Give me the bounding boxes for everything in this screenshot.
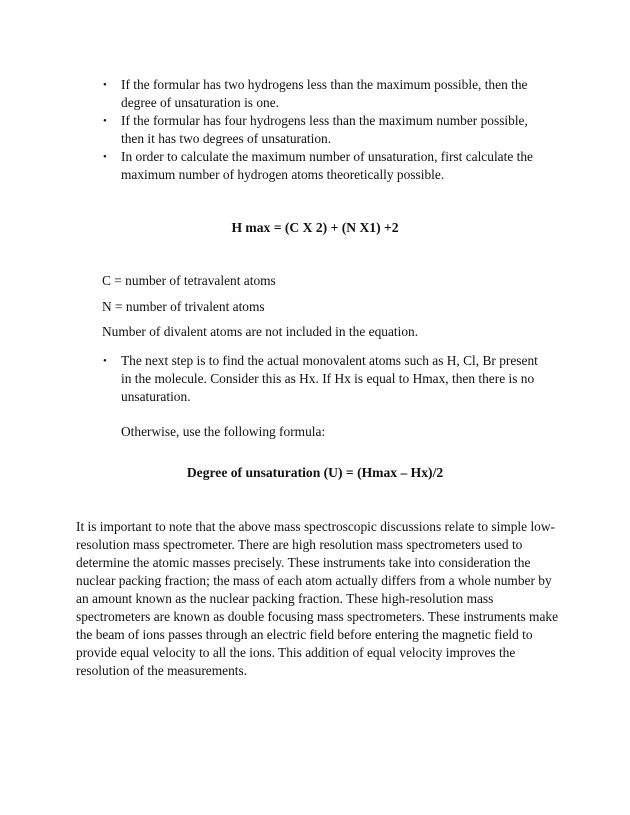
list-item-text: If the formular has four hydrogens less than the maximum number possible, then it has two degrees of unsaturation. <box>121 113 528 146</box>
list-item <box>0 148 551 184</box>
unsaturation-rules-list <box>0 76 630 184</box>
list-item-text: The next step is to find the actual monovalent atoms such as H, Cl, Br present in the molecule. Consider this as Hx. If Hx is equal to Hmax, then there is no unsaturation. <box>121 353 538 404</box>
hmax-formula: H max = (C X 2) + (N X1) +2 <box>231 220 399 235</box>
definition-c: C = number of tetravalent atoms <box>102 273 276 288</box>
closing-paragraph: It is important to note that the above mass spectroscopic discussions relate to simple low-resolution mass spectrometer. There are high resolution mass spectrometers used to determine the atomic masses precisely. These instruments take into consideration the nuclear packing fraction; the mass of each atom actually differs from a whole number by an amount known as the nuclear packing fraction. These high-resolution mass spectrometers are known as double focusing mass spectrometers. These instruments make the beam of ions passes through an electric field before entering the magnetic field to provide equal velocity to all the ions. This addition of equal velocity improves the resolution of the measurements. <box>76 519 559 678</box>
list-item-text: In order to calculate the maximum number of unsaturation, first calculate the maximum number of hydrogen atoms theoretically possible. <box>121 149 533 182</box>
list-item <box>0 112 551 148</box>
definition-divalent: Number of divalent atoms are not included in the equation. <box>102 324 419 339</box>
bullet-icon: • <box>103 151 107 163</box>
bullet-icon: • <box>103 79 107 91</box>
bullet-icon: • <box>103 115 107 127</box>
list-item <box>0 76 551 112</box>
list-item <box>0 352 551 406</box>
next-step-list <box>0 352 630 406</box>
otherwise-text: Otherwise, use the following formula: <box>121 424 326 439</box>
list-item-text: If the formular has two hydrogens less than the maximum possible, then the degree of unsaturation is one. <box>121 77 528 110</box>
degree-of-unsaturation-formula: Degree of unsaturation (U) = (Hmax – Hx)/2 <box>186 465 444 480</box>
definition-n: N = number of trivalent atoms <box>102 299 265 314</box>
bullet-icon: • <box>103 355 107 367</box>
